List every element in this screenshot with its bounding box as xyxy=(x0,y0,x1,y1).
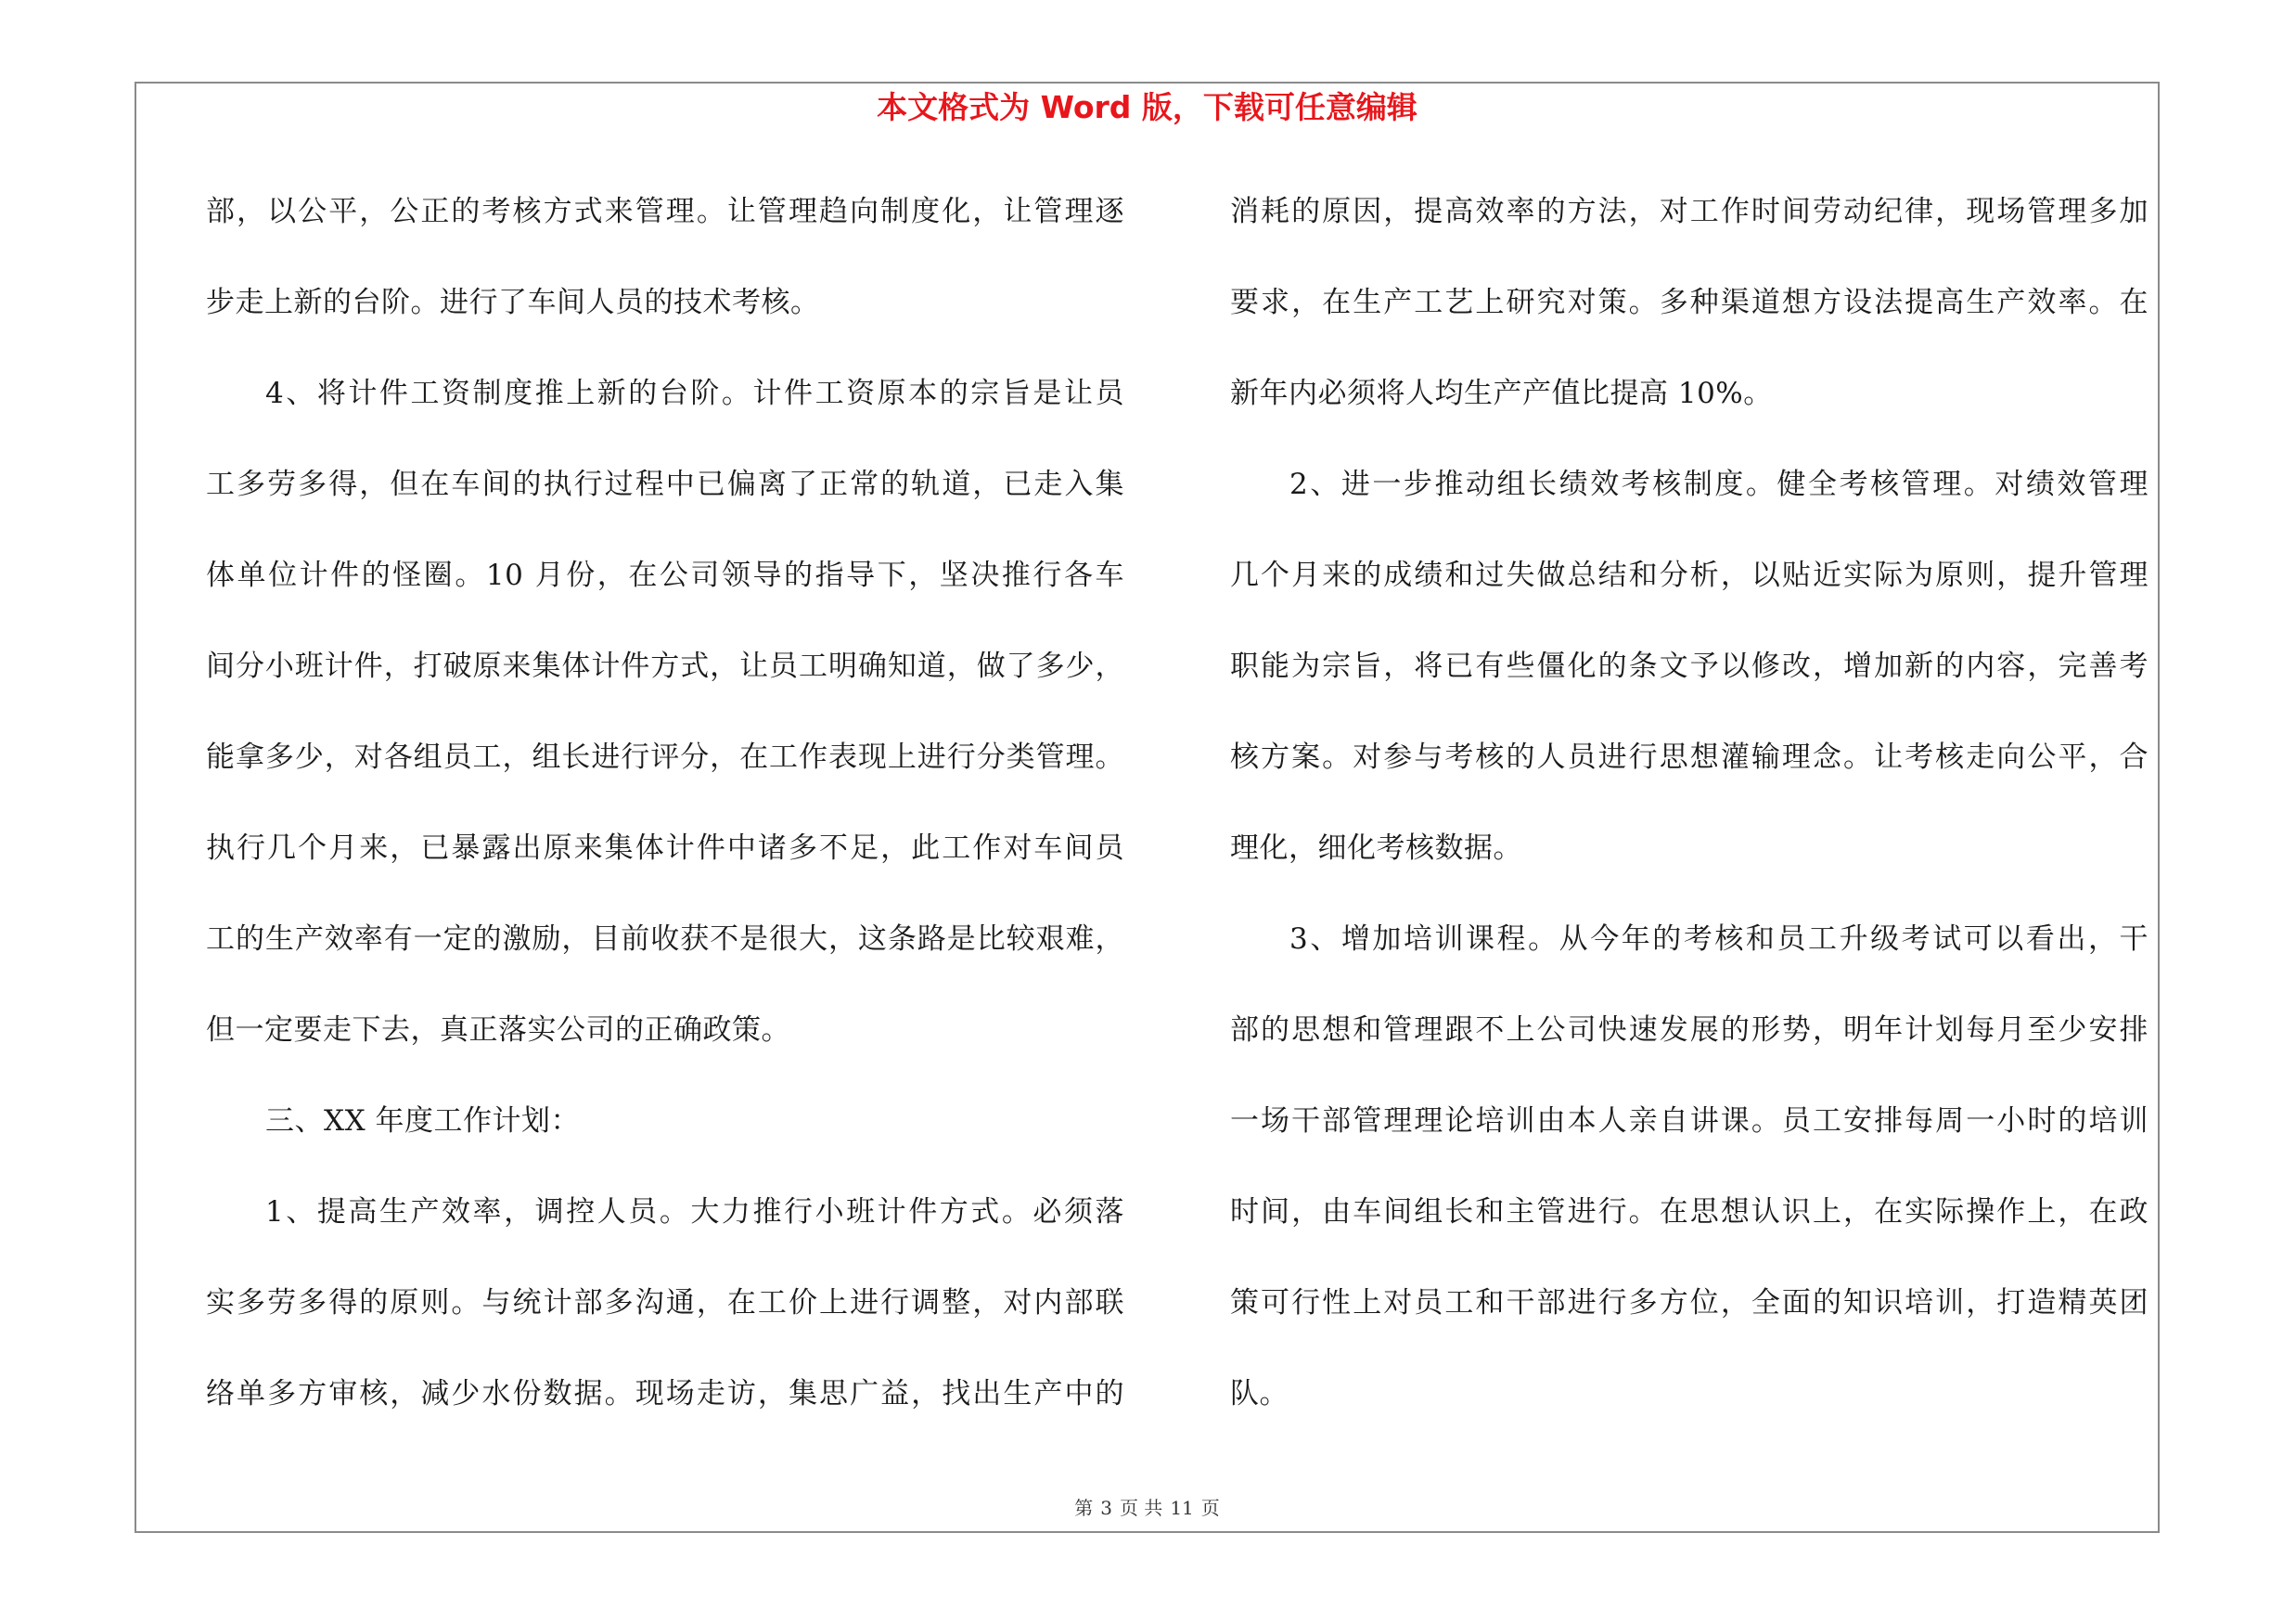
text-line: 间分小班计件，打破原来集体计件方式，让员工明确知道，做了多少， xyxy=(206,650,1124,683)
text-line: 1、提高生产效率，调控人员。大力推行小班计件方式。必须落 xyxy=(265,1195,1124,1229)
footer-prefix: 第 xyxy=(1074,1497,1094,1519)
text-line: 策可行性上对员工和干部进行多方位，全面的知识培训，打造精英团 xyxy=(1230,1286,2148,1320)
text-line: 络单多方审核，减少水份数据。现场走访，集思广益，找出生产中的 xyxy=(206,1377,1124,1410)
text-line: 新年内必须将人均生产产值比提高 10%。 xyxy=(1230,377,1773,410)
text-line: 但一定要走下去，真正落实公司的正确政策。 xyxy=(206,1013,790,1047)
left-text-column xyxy=(206,182,1124,1455)
text-line: 步走上新的台阶。进行了车间人员的技术考核。 xyxy=(206,286,820,319)
text-line: 时间，由车间组长和主管进行。在思想认识上，在实际操作上，在政 xyxy=(1230,1195,2148,1229)
text-line: 要求，在生产工艺上研究对策。多种渠道想方设法提高生产效率。在 xyxy=(1230,286,2148,319)
text-line: 工多劳多得，但在车间的执行过程中已偏离了正常的轨道，已走入集 xyxy=(206,468,1124,501)
page-footer xyxy=(135,1493,2160,1520)
section-heading: 三、XX 年度工作计划： xyxy=(265,1104,580,1138)
text-line: 消耗的原因，提高效率的方法，对工作时间劳动纪律，现场管理多加 xyxy=(1230,195,2148,228)
text-line: 核方案。对参与考核的人员进行思想灌输理念。让考核走向公平，合 xyxy=(1230,741,2148,774)
text-line: 实多劳多得的原则。与统计部多沟通，在工价上进行调整，对内部联 xyxy=(206,1286,1124,1320)
text-line: 部的思想和管理跟不上公司快速发展的形势，明年计划每月至少安排 xyxy=(1230,1013,2148,1047)
text-line: 一场干部管理理论培训由本人亲自讲课。员工安排每周一小时的培训 xyxy=(1230,1104,2148,1138)
format-notice-banner: 本文格式为 Word 版，下载可任意编辑 xyxy=(877,89,1417,125)
text-line: 工的生产效率有一定的激励，目前收获不是很大，这条路是比较艰难， xyxy=(206,922,1124,956)
text-line: 4、将计件工资制度推上新的台阶。计件工资原本的宗旨是让员 xyxy=(265,377,1124,410)
text-line: 队。 xyxy=(1230,1377,1289,1410)
footer-suffix: 页 xyxy=(1200,1497,1220,1519)
current-page-number: 3 xyxy=(1100,1497,1112,1519)
text-line: 执行几个月来，已暴露出原来集体计件中诸多不足，此工作对车间员 xyxy=(206,831,1124,865)
text-line: 体单位计件的怪圈。10 月份，在公司领导的指导下，坚决推行各车 xyxy=(206,559,1124,592)
text-line: 理化，细化考核数据。 xyxy=(1230,831,1522,865)
text-line: 能拿多少，对各组员工，组长进行评分，在工作表现上进行分类管理。 xyxy=(206,741,1124,774)
text-line: 部，以公平，公正的考核方式来管理。让管理趋向制度化，让管理逐 xyxy=(206,195,1124,228)
right-text-column xyxy=(1230,182,2148,1455)
footer-middle: 页 共 xyxy=(1119,1497,1163,1519)
text-line: 几个月来的成绩和过失做总结和分析，以贴近实际为原则，提升管理 xyxy=(1230,559,2148,592)
text-line: 3、增加培训课程。从今年的考核和员工升级考试可以看出，干 xyxy=(1289,922,2148,956)
text-line: 职能为宗旨，将已有些僵化的条文予以修改，增加新的内容，完善考 xyxy=(1230,650,2148,683)
text-line: 2、进一步推动组长绩效考核制度。健全考核管理。对绩效管理 xyxy=(1289,468,2148,501)
total-page-count: 11 xyxy=(1170,1497,1194,1519)
